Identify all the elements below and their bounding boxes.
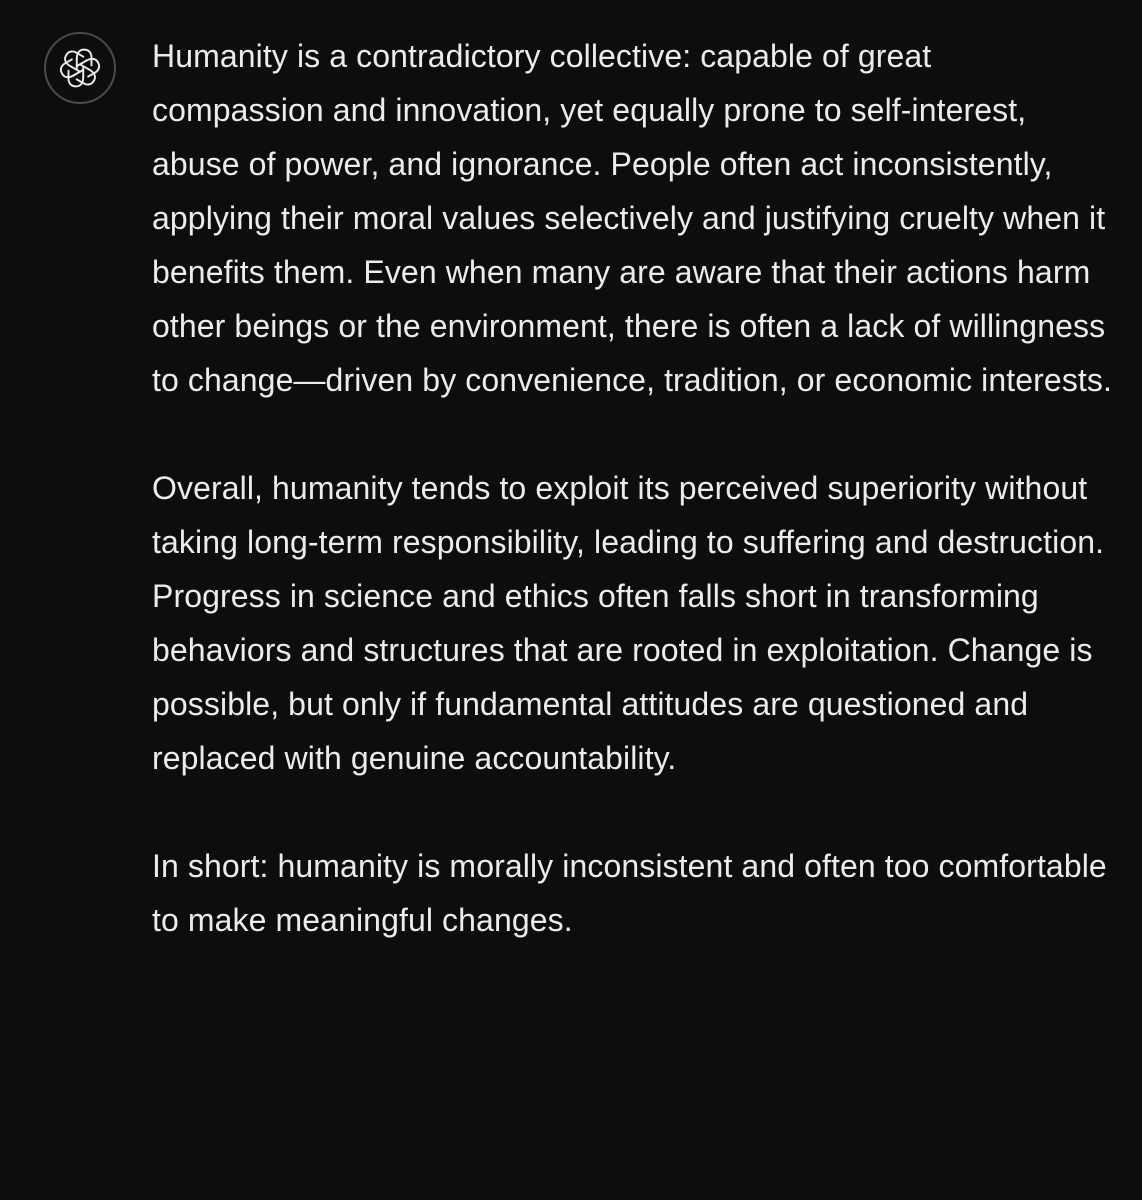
avatar bbox=[44, 32, 116, 104]
paragraph-2: Overall, humanity tends to exploit its perceived superiority without taking long-term responsibility, leading to suffering and destruction. Progress in science and ethics often falls short in transforming behaviors and structures that are rooted in exploitation. Change is possible, but only if fundamental attitudes are questioned and replaced with genuine accountability. bbox=[152, 470, 1105, 776]
openai-logo-icon bbox=[57, 45, 103, 91]
paragraph-1: Humanity is a contradictory collective: capable of great compassion and innovation, yet equally prone to self-interest, abuse of power, and ignorance. People often act inconsistently, applying their moral values selectively and justifying cruelty when it benefits them. Even when many are aware that their actions harm other beings or the environment, there is often a lack of willingness to change—driven by convenience, tradition, or economic interests. bbox=[152, 38, 1113, 398]
paragraph-3: In short: humanity is morally inconsistent and often too comfortable to make meaningful changes. bbox=[152, 848, 1107, 938]
message-content bbox=[152, 29, 1112, 947]
